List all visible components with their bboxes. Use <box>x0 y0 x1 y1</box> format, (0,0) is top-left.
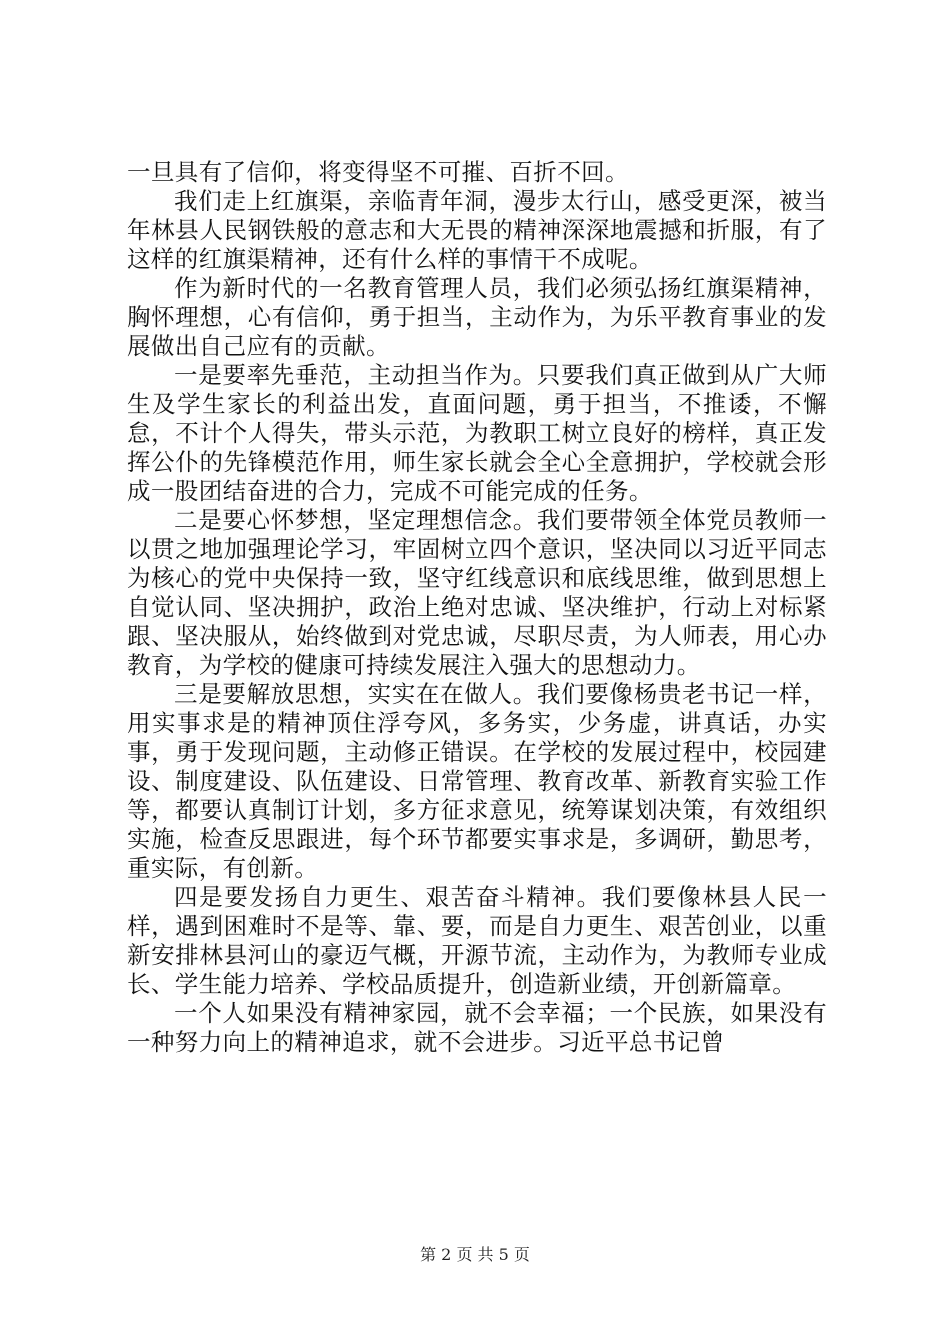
paragraph-3: 作为新时代的一名教育管理人员，我们必须弘扬红旗渠精神，胸怀理想，心有信仰，勇于担当，主动作为，为乐平教育事业的发展做出自己应有的贡献。 <box>127 274 827 360</box>
paragraph-5: 二是要心怀梦想，坚定理想信念。我们要带领全体党员教师一以贯之地加强理论学习，牢固树立四个意识，坚决同以习近平同志为核心的党中央保持一致，坚守红线意识和底线思维，做到思想上自觉认同、坚决拥护，政治上绝对忠诚、坚决维护，行动上对标紧跟、坚决服从，始终做到对党忠诚，尽职尽责，为人师表，用心办教育，为学校的健康可持续发展注入强大的思想动力。 <box>127 506 827 679</box>
paragraph-4: 一是要率先垂范，主动担当作为。只要我们真正做到从广大师生及学生家长的利益出发，直面问题，勇于担当，不推诿，不懈怠，不计个人得失，带头示范，为教职工树立良好的榜样，真正发挥公仆的先锋模范作用，师生家长就会全心全意拥护，学校就会形成一股团结奋进的合力，完成不可能完成的任务。 <box>127 361 827 505</box>
document-body <box>127 158 827 1057</box>
page-number-footer: 第 2 页 共 5 页 <box>420 1245 530 1264</box>
paragraph-8: 一个人如果没有精神家园，就不会幸福；一个民族，如果没有一种努力向上的精神追求，就不会进步。习近平总书记曾 <box>127 999 827 1056</box>
paragraph-1: 一旦具有了信仰，将变得坚不可摧、百折不回。 <box>127 158 629 186</box>
paragraph-7: 四是要发扬自力更生、艰苦奋斗精神。我们要像林县人民一样，遇到困难时不是等、靠、要，而是自力更生、艰苦创业，以重新安排林县河山的豪迈气概，开源节流，主动作为，为教师专业成长、学生能力培养、学校品质提升，创造新业绩，开创新篇章。 <box>127 883 827 998</box>
paragraph-2: 我们走上红旗渠，亲临青年洞，漫步太行山，感受更深，被当年林县人民钢铁般的意志和大无畏的精神深深地震撼和折服，有了这样的红旗渠精神，还有什么样的事情干不成呢。 <box>127 187 827 273</box>
paragraph-6: 三是要解放思想，实实在在做人。我们要像杨贵老书记一样，用实事求是的精神顶住浮夸风，多务实，少务虚，讲真话，办实事，勇于发现问题，主动修正错误。在学校的发展过程中，校园建设、制度建设、队伍建设、日常管理、教育改革、新教育实验工作等，都要认真制订计划，多方征求意见，统筹谋划决策，有效组织实施，检查反思跟进，每个环节都要实事求是，多调研，勤思考，重实际，有创新。 <box>127 680 827 882</box>
